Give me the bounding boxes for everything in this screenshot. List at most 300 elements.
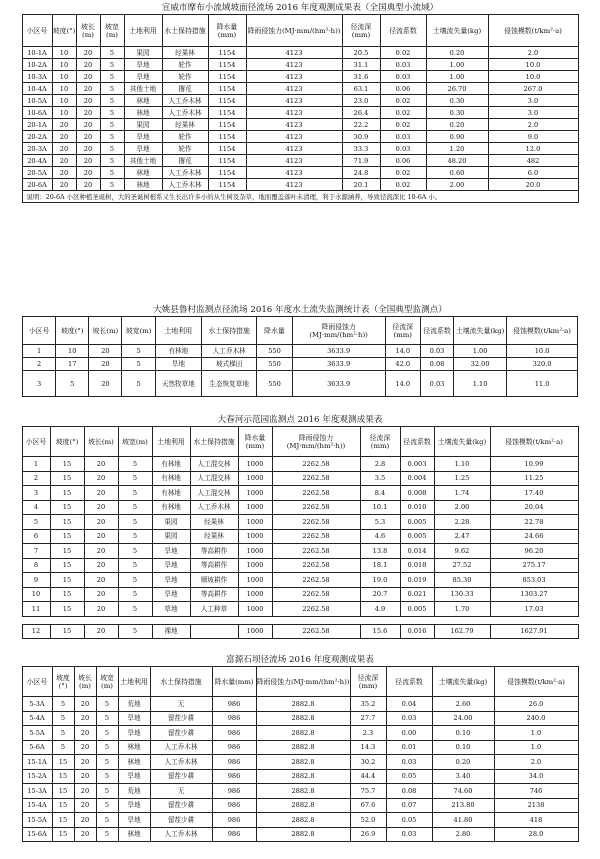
table-cell: 20 xyxy=(84,573,118,588)
header-cell: 径流深(mm) xyxy=(342,15,380,47)
header-cell: 坡宽(m) xyxy=(118,427,152,457)
table-cell: 留茬少耕 xyxy=(150,798,212,813)
table-cell: 31.6 xyxy=(342,71,380,83)
table-cell: 986 xyxy=(212,755,256,770)
table-cell: 撂荒 xyxy=(162,155,208,167)
table-cell: 0.10 xyxy=(432,740,494,755)
table-cell: 20 xyxy=(84,544,118,559)
table-cell: 林地 xyxy=(124,179,162,191)
table-cell: 旱地 xyxy=(118,798,150,813)
table-cell: 有林地 xyxy=(152,471,190,486)
table-cell: 2882.8 xyxy=(256,784,350,799)
table-cell: 20-4A xyxy=(22,155,52,167)
header-cell: 径流深(mm) xyxy=(360,427,400,457)
table-row xyxy=(22,784,578,799)
table-cell: 0.06 xyxy=(380,155,426,167)
table-row xyxy=(22,500,578,515)
table-cell: 30.2 xyxy=(350,755,386,770)
table-cell: 等高耕作 xyxy=(190,544,238,559)
table-cell: 20 xyxy=(52,179,76,191)
header-cell: 坡长(m) xyxy=(89,317,122,345)
table-cell: 4123 xyxy=(246,47,342,59)
table-cell: 5 xyxy=(100,155,124,167)
table-cell: 0.014 xyxy=(400,544,434,559)
table-cell: 0.005 xyxy=(400,602,434,617)
table-cell: 3.5 xyxy=(360,471,400,486)
table-cell: 0.03 xyxy=(380,143,426,155)
table-cell: 5 xyxy=(100,95,124,107)
header-cell: 土壤流失量(kg) xyxy=(434,427,490,457)
table-cell: 旱地 xyxy=(152,544,190,559)
table-cell: 1000 xyxy=(238,624,272,639)
table-cell: 0.06 xyxy=(380,83,426,95)
table-cell: 0.07 xyxy=(386,798,432,813)
table2-body xyxy=(23,345,578,397)
table-cell: 20 xyxy=(84,471,118,486)
table-cell: 果园 xyxy=(152,515,190,530)
table-cell: 44.4 xyxy=(350,769,386,784)
table-cell: 2262.58 xyxy=(272,457,360,472)
table-cell: 20 xyxy=(52,131,76,143)
table-cell: 27.7 xyxy=(350,711,386,726)
table-cell: 旱地 xyxy=(152,573,190,588)
table-cell: 2262.58 xyxy=(272,486,360,501)
table-cell: 986 xyxy=(212,697,256,712)
table4-body xyxy=(22,697,578,842)
table1-note: 说明：20-6A 小区种植圣诞树，大的圣诞树根系又生长出许多小的从生树及杂草，地面覆盖落叶未清理，利于水源涵养，导致径流深比 10-6A 小。 xyxy=(22,191,578,203)
table-cell: 草地 xyxy=(152,602,190,617)
table-mobu xyxy=(22,14,579,203)
table-cell: 1 xyxy=(22,457,50,472)
table-cell: 20 xyxy=(84,587,118,602)
table1-body xyxy=(22,47,578,191)
table-row xyxy=(22,740,578,755)
table-row xyxy=(22,107,578,119)
table-cell: 0.019 xyxy=(400,573,434,588)
table-cell: 2.0 xyxy=(488,47,578,59)
table-cell: 0.021 xyxy=(400,587,434,602)
table-cell: 轮作 xyxy=(162,131,208,143)
table-cell: 轮作 xyxy=(162,143,208,155)
table-cell: 10.0 xyxy=(488,59,578,71)
table-cell: 20 xyxy=(76,155,100,167)
header-cell: 水土保持措施 xyxy=(190,427,238,457)
table-cell: 3633.9 xyxy=(292,358,385,371)
table-cell: 4123 xyxy=(246,83,342,95)
table-cell: 20 xyxy=(74,827,96,842)
table-cell: 旱地 xyxy=(124,59,162,71)
table-cell: 5 xyxy=(118,471,152,486)
table-cell: 1.00 xyxy=(454,345,507,358)
table-cell: 1000 xyxy=(238,471,272,486)
header-cell: 径流深(mm) xyxy=(385,317,420,345)
table-cell: 1.74 xyxy=(434,486,490,501)
table-cell: 20.5 xyxy=(342,47,380,59)
table-cell: 20 xyxy=(76,143,100,155)
table-cell: 1.70 xyxy=(434,602,490,617)
table-row xyxy=(22,813,578,828)
table-cell: 550 xyxy=(257,358,292,371)
table-cell: 26.4 xyxy=(342,107,380,119)
table-cell: 1000 xyxy=(238,587,272,602)
table-cell: 5 xyxy=(52,740,74,755)
header-cell: 降雨侵蚀力(MJ·mm/(hm²·h)) xyxy=(272,427,360,457)
table-cell: 5 xyxy=(96,798,118,813)
header-cell: 小区号 xyxy=(22,427,50,457)
table-cell: 2262.58 xyxy=(272,544,360,559)
header-cell: 土地利用 xyxy=(118,667,150,697)
table-cell: 10 xyxy=(52,59,76,71)
table-cell: 1.10 xyxy=(434,457,490,472)
table-cell: 1000 xyxy=(238,558,272,573)
table-cell: 5 xyxy=(96,769,118,784)
header-cell: 土地利用 xyxy=(124,15,162,47)
table-cell: 5 xyxy=(122,371,155,397)
table-cell: 11.25 xyxy=(490,471,578,486)
table-cell: 20 xyxy=(76,131,100,143)
table-cell: 5 xyxy=(118,486,152,501)
table-cell: 人工种草 xyxy=(190,602,238,617)
table-cell: 10-3A xyxy=(22,71,52,83)
table-cell: 坡式梯田 xyxy=(202,358,257,371)
table-cell: 130.33 xyxy=(434,587,490,602)
table-cell: 8 xyxy=(22,558,50,573)
header-cell: 降水量(mm) xyxy=(212,667,256,697)
table-cell: 19.0 xyxy=(360,573,400,588)
table-cell: 生态恢复草地 xyxy=(202,371,257,397)
header-cell: 土壤流失量(kg) xyxy=(426,15,488,47)
table-cell: 1154 xyxy=(208,167,246,179)
table-row xyxy=(22,119,578,131)
table-cell: 1154 xyxy=(208,155,246,167)
table-cell: 20 xyxy=(74,740,96,755)
table-row xyxy=(22,143,578,155)
table-cell: 有林地 xyxy=(155,345,201,358)
table-cell: 20.1 xyxy=(342,179,380,191)
table-cell: 4123 xyxy=(246,95,342,107)
table-cell: 0.05 xyxy=(386,769,432,784)
header-cell: 侵蚀模数(t/km²·a) xyxy=(490,427,578,457)
table-cell: 0.60 xyxy=(426,167,488,179)
table-cell: 986 xyxy=(212,769,256,784)
table-spacer-row xyxy=(22,616,578,624)
table-cell: 20 xyxy=(76,71,100,83)
table-cell: 0.05 xyxy=(386,813,432,828)
table-cell: 9.0 xyxy=(488,131,578,143)
table-cell: 0.08 xyxy=(386,784,432,799)
table-cell: 6 xyxy=(22,529,50,544)
table-cell: 10 xyxy=(22,587,50,602)
header-cell: 侵蚀模数(t/km²·a) xyxy=(494,667,578,697)
header-cell: 降水量 xyxy=(257,317,292,345)
table-cell: 人工乔木林 xyxy=(162,95,208,107)
header-cell: 坡度(°) xyxy=(52,15,76,47)
header-cell: 降水量(mm) xyxy=(238,427,272,457)
table-cell: 5 xyxy=(100,167,124,179)
table-row xyxy=(22,71,578,83)
table-cell: 41.80 xyxy=(432,813,494,828)
table-cell: 5 xyxy=(118,544,152,559)
table-cell: 15-3A xyxy=(22,784,52,799)
table-cell: 20 xyxy=(84,500,118,515)
table-cell: 5 xyxy=(52,697,74,712)
table-cell: 顺坡耕作 xyxy=(190,573,238,588)
header-cell: 土壤流失量(kg) xyxy=(454,317,507,345)
table-cell: 24.8 xyxy=(342,167,380,179)
table-cell: 人工乔木林 xyxy=(150,740,212,755)
table-cell: 1000 xyxy=(238,500,272,515)
table-cell: 15 xyxy=(50,573,84,588)
table-cell: 4123 xyxy=(246,167,342,179)
table-row xyxy=(22,827,578,842)
table-cell: 5 xyxy=(96,755,118,770)
table-cell: 71.9 xyxy=(342,155,380,167)
table-cell: 23.0 xyxy=(342,95,380,107)
table-cell: 5 xyxy=(96,711,118,726)
header-cell: 坡长(m) xyxy=(84,427,118,457)
table-cell: 20-2A xyxy=(22,131,52,143)
table-cell: 经果林 xyxy=(162,47,208,59)
table-cell: 人工乔木林 xyxy=(162,107,208,119)
table-row xyxy=(22,697,578,712)
table-cell: 2262.58 xyxy=(272,602,360,617)
table-row xyxy=(22,544,578,559)
table-cell: 20 xyxy=(84,558,118,573)
table-cell: 14.3 xyxy=(350,740,386,755)
table-cell: 22.2 xyxy=(342,119,380,131)
table-cell: 4123 xyxy=(246,71,342,83)
table-cell: 20-3A xyxy=(22,143,52,155)
table-cell: 26.70 xyxy=(426,83,488,95)
table-row xyxy=(22,515,578,530)
table-cell: 15.6 xyxy=(360,624,400,639)
table-cell: 0.03 xyxy=(386,827,432,842)
table-cell: 旱地 xyxy=(124,143,162,155)
table-cell: 4123 xyxy=(246,59,342,71)
table-cell: 1154 xyxy=(208,83,246,95)
table-cell: 20 xyxy=(84,602,118,617)
table-cell: 10 xyxy=(52,95,76,107)
table-cell: 0.03 xyxy=(386,711,432,726)
header-cell: 坡度(°) xyxy=(50,427,84,457)
table-cell: 10.1 xyxy=(360,500,400,515)
table-cell: 275.17 xyxy=(490,558,578,573)
table-cell: 11.0 xyxy=(507,371,578,397)
table-cell: 986 xyxy=(212,784,256,799)
header-cell: 土地利用 xyxy=(155,317,201,345)
table-row xyxy=(22,457,578,472)
table-cell: 1000 xyxy=(238,544,272,559)
table-cell: 24.66 xyxy=(490,529,578,544)
table-cell: 2882.8 xyxy=(256,769,350,784)
table-cell: 0.03 xyxy=(380,131,426,143)
table-cell: 20 xyxy=(74,711,96,726)
table-cell: 20-1A xyxy=(22,119,52,131)
table-cell: 2 xyxy=(22,471,50,486)
table-cell: 20 xyxy=(84,529,118,544)
table-row xyxy=(22,167,578,179)
table-cell: 15 xyxy=(50,486,84,501)
table-cell: 162.79 xyxy=(434,624,490,639)
table4-title: 富源石坝径流场 2016 年度观测成果表 xyxy=(226,655,374,665)
table-cell: 74.60 xyxy=(432,784,494,799)
table-cell: 3 xyxy=(23,371,56,397)
table-cell: 17.03 xyxy=(490,602,578,617)
table-cell: 人工乔木林 xyxy=(202,345,257,358)
table-cell: 1.25 xyxy=(434,471,490,486)
table-cell: 482 xyxy=(488,155,578,167)
header-cell: 侵蚀模数(t/km²·a) xyxy=(507,317,578,345)
table-cell: 旱地 xyxy=(155,358,201,371)
table-cell: 经果林 xyxy=(190,529,238,544)
table-cell: 5 xyxy=(100,143,124,155)
table-cell: 5 xyxy=(100,83,124,95)
table-cell: 986 xyxy=(212,740,256,755)
table-cell: 15 xyxy=(50,457,84,472)
table-cell: 10 xyxy=(52,83,76,95)
table-cell: 1303.27 xyxy=(490,587,578,602)
table-cell: 10-5A xyxy=(22,95,52,107)
table-cell: 42.0 xyxy=(385,358,420,371)
table-row xyxy=(22,131,578,143)
table-row xyxy=(22,47,578,59)
table-cell: 4 xyxy=(22,500,50,515)
table-cell: 0.00 xyxy=(386,726,432,741)
table-cell: 20 xyxy=(52,155,76,167)
table-cell: 20.7 xyxy=(360,587,400,602)
table-cell: 33.3 xyxy=(342,143,380,155)
table-cell: 4123 xyxy=(246,131,342,143)
table-cell: 留茬少耕 xyxy=(150,813,212,828)
table-cell: 96.20 xyxy=(490,544,578,559)
table-cell: 1154 xyxy=(208,59,246,71)
header-cell: 小区号 xyxy=(23,317,56,345)
table-cell: 0.20 xyxy=(426,47,488,59)
table-cell: 2882.8 xyxy=(256,697,350,712)
table-cell: 0.02 xyxy=(380,95,426,107)
table-cell: 0.02 xyxy=(380,47,426,59)
table-cell: 2.0 xyxy=(494,755,578,770)
table-cell: 4.6 xyxy=(360,529,400,544)
table-cell: 0.018 xyxy=(400,558,434,573)
table-cell: 5 xyxy=(96,697,118,712)
table-cell: 1.20 xyxy=(426,143,488,155)
table-cell: 2.80 xyxy=(432,827,494,842)
table-cell: 5 xyxy=(96,726,118,741)
table1-title: 宣威市摩布小流域坡面径流场 2016 年度观测成果表（全国典型小流域） xyxy=(161,3,439,13)
table-cell: 986 xyxy=(212,711,256,726)
table-cell: 果园 xyxy=(152,529,190,544)
table-cell: 550 xyxy=(257,371,292,397)
table-cell: 5 xyxy=(118,587,152,602)
table-cell: 3.40 xyxy=(432,769,494,784)
table-row xyxy=(22,573,578,588)
table-cell: 5 xyxy=(56,371,89,397)
table-cell: 0.03 xyxy=(386,755,432,770)
table-row xyxy=(22,471,578,486)
table-cell: 0.005 xyxy=(400,529,434,544)
table-cell: 5 xyxy=(118,573,152,588)
table-cell: 2.60 xyxy=(432,697,494,712)
table-lucun xyxy=(22,316,578,397)
table-cell: 旱地 xyxy=(124,131,162,143)
table-cell: 人工混交林 xyxy=(190,471,238,486)
table-cell: 26.9 xyxy=(350,827,386,842)
table-cell: 20 xyxy=(89,358,122,371)
table-cell: 0.08 xyxy=(420,358,453,371)
table-cell: 12 xyxy=(22,624,50,639)
table-cell: 5 xyxy=(122,358,155,371)
table-cell: 5 xyxy=(96,827,118,842)
header-cell: 坡宽(m) xyxy=(100,15,124,47)
table-cell: 267.0 xyxy=(488,83,578,95)
table-cell: 2262.58 xyxy=(272,558,360,573)
table-cell: 1.0 xyxy=(494,740,578,755)
table-cell: 28.0 xyxy=(494,827,578,842)
table-cell: 20.04 xyxy=(490,500,578,515)
table-cell: 30.9 xyxy=(342,131,380,143)
table-cell: 213.80 xyxy=(432,798,494,813)
table-cell: 2.8 xyxy=(360,457,400,472)
table-cell: 1154 xyxy=(208,119,246,131)
table-fuyuan xyxy=(22,666,579,842)
table-cell: 人工乔木林 xyxy=(162,179,208,191)
table-cell: 3.0 xyxy=(488,95,578,107)
table-row xyxy=(22,602,578,617)
table-cell: 20 xyxy=(76,83,100,95)
table-cell: 1154 xyxy=(208,143,246,155)
header-cell: 坡宽(m) xyxy=(96,667,118,697)
table-cell: 15-4A xyxy=(22,798,52,813)
table-cell: 35.2 xyxy=(350,697,386,712)
header-cell: 径流系数 xyxy=(420,317,453,345)
table-cell: 2882.8 xyxy=(256,755,350,770)
table-cell: 0.010 xyxy=(400,500,434,515)
table-cell: 荒地 xyxy=(118,784,150,799)
table-cell: 5-5A xyxy=(22,726,52,741)
table-cell: 0.02 xyxy=(380,179,426,191)
table-cell: 1000 xyxy=(238,602,272,617)
table-cell: 3633.9 xyxy=(292,371,385,397)
table-cell: 32.00 xyxy=(454,358,507,371)
table-cell: 0.20 xyxy=(432,755,494,770)
table-cell: 10-4A xyxy=(22,83,52,95)
table-cell: 5.3 xyxy=(360,515,400,530)
table-cell: 其他土地 xyxy=(124,83,162,95)
header-cell: 水土保持措施 xyxy=(202,317,257,345)
table-cell: 5 xyxy=(118,500,152,515)
table-cell: 1154 xyxy=(208,71,246,83)
table2-title: 大姚县鲁村监测点径流场 2016 年度水土流失监测统计表（全国典型监测点） xyxy=(153,305,447,315)
table-cell: 20 xyxy=(84,457,118,472)
table-cell: 0.03 xyxy=(420,371,453,397)
table-cell: 20 xyxy=(74,755,96,770)
table-cell: 1000 xyxy=(238,457,272,472)
table-cell: 20 xyxy=(52,167,76,179)
table-cell: 2262.58 xyxy=(272,529,360,544)
header-cell: 土壤流失量(kg) xyxy=(432,667,494,697)
table-cell: 5 xyxy=(118,457,152,472)
table-cell: 等高耕作 xyxy=(190,558,238,573)
table-cell: 15 xyxy=(50,558,84,573)
table-cell: 人工乔木林 xyxy=(150,827,212,842)
table-cell: 人工混交林 xyxy=(190,457,238,472)
table-cell: 林地 xyxy=(118,827,150,842)
table-cell: 15 xyxy=(52,755,74,770)
table-cell xyxy=(190,624,238,639)
table-cell: 20 xyxy=(52,143,76,155)
table-cell: 5 xyxy=(22,515,50,530)
